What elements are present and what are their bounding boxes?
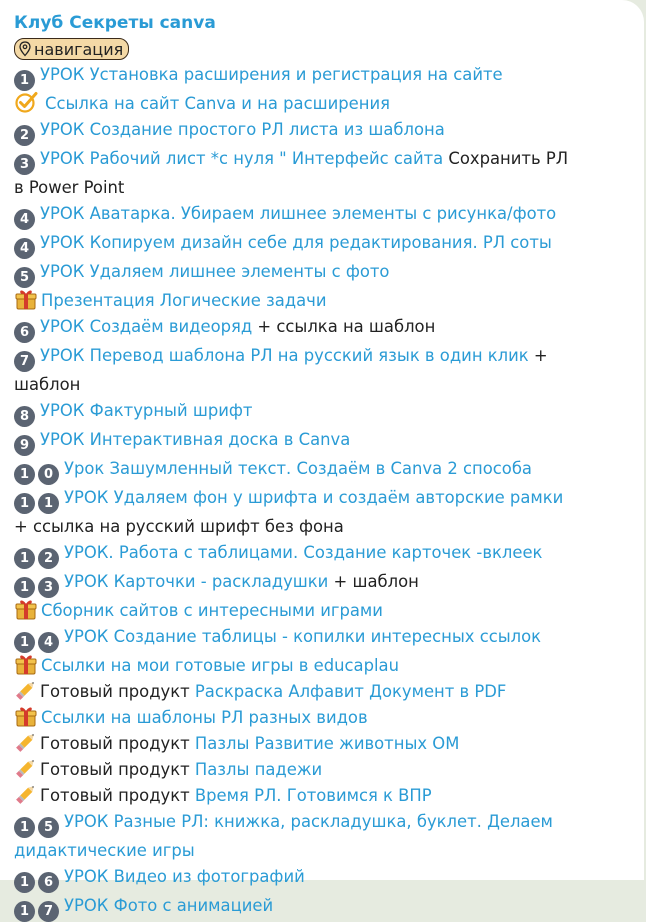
lesson-link[interactable]: Ссылки на шаблоны РЛ разных видов <box>41 708 368 727</box>
lesson-line <box>14 372 630 398</box>
lesson-line <box>14 705 630 731</box>
lesson-link[interactable]: УРОК Карточки - раскладушки <box>64 572 329 591</box>
lesson-line <box>14 175 630 201</box>
lesson-link[interactable]: Урок Зашумленный текст. Создаём в Canva 2 способа <box>64 459 532 478</box>
lesson-line <box>14 62 630 91</box>
lesson-line <box>14 485 630 514</box>
check-mark-icon <box>14 91 38 113</box>
lesson-line <box>14 456 630 485</box>
lesson-line <box>14 783 630 809</box>
gift-icon <box>14 598 38 620</box>
keycap-digit-1-icon: 1 <box>14 70 35 91</box>
lesson-link[interactable]: Время РЛ. Готовимся к ВПР <box>194 786 432 805</box>
lesson-text: Готовый продукт <box>40 760 195 779</box>
lesson-link[interactable]: Презентация Логические задачи <box>41 291 327 310</box>
keycap-digit-1-icon: 1 <box>14 872 35 893</box>
lesson-line <box>14 679 630 705</box>
lesson-link[interactable]: УРОК Создаём видеоряд <box>40 317 253 336</box>
lesson-link[interactable]: УРОК Установка расширения и регистрация на сайте <box>40 65 503 84</box>
lesson-line <box>14 864 630 893</box>
keycap-digit-1-icon: 1 <box>14 464 35 485</box>
keycap-digit-1-icon: 1 <box>14 901 35 922</box>
lesson-link[interactable]: Ссылки на мои готовые игры в educaplau <box>41 656 399 675</box>
lesson-line <box>14 288 630 314</box>
gift-icon <box>14 705 38 727</box>
lesson-link[interactable]: УРОК Рабочий лист *с нуля " Интерфейс сайта <box>40 149 444 168</box>
lesson-text: Сохранить РЛ <box>443 149 569 168</box>
lesson-line <box>14 146 630 175</box>
lesson-line <box>14 259 630 288</box>
lesson-text: Готовый продукт <box>40 682 195 701</box>
lesson-text: + шаблон <box>328 572 419 591</box>
keycap-digit-1-icon: 1 <box>14 493 35 514</box>
lesson-link[interactable]: Сборник сайтов с интересными играми <box>41 601 383 620</box>
keycap-digit-3-icon: 3 <box>38 577 59 598</box>
lesson-line <box>14 809 630 838</box>
lesson-link[interactable]: УРОК Видео из фотографий <box>64 867 305 886</box>
keycap-digit-2-icon: 2 <box>38 548 59 569</box>
lesson-line <box>14 540 630 569</box>
lesson-link[interactable]: УРОК Перевод шаблона РЛ на русский язык в один клик <box>40 346 529 365</box>
channel-title[interactable]: Клуб Секреты canva <box>14 13 216 33</box>
lesson-link[interactable]: УРОК Удаляем фон у шрифта и создаём авторские рамки <box>64 488 564 507</box>
lesson-link[interactable]: УРОК. Работа с таблицами. Создание карточек -вклеек <box>64 543 543 562</box>
keycap-digit-7-icon: 7 <box>14 351 35 372</box>
lesson-line <box>14 230 630 259</box>
lesson-line <box>14 598 630 624</box>
lesson-line <box>14 731 630 757</box>
pencil-icon <box>14 731 38 753</box>
lesson-link[interactable]: УРОК Фото с анимацией <box>64 896 274 915</box>
navigation-badge[interactable] <box>14 38 129 60</box>
keycap-digit-5-icon: 5 <box>38 817 59 838</box>
keycap-digit-2-icon: 2 <box>14 125 35 146</box>
lesson-text: шаблон <box>14 375 81 394</box>
lesson-link[interactable]: УРОК Интерактивная доска в Canva <box>40 430 351 449</box>
keycap-digit-6-icon: 6 <box>38 872 59 893</box>
lesson-line <box>14 398 630 427</box>
keycap-digit-8-icon: 8 <box>14 406 35 427</box>
lesson-link[interactable]: УРОК Создание таблицы - копилки интересных ссылок <box>64 627 542 646</box>
pencil-icon <box>14 757 38 779</box>
lesson-text: в Power Point <box>14 178 125 197</box>
keycap-digit-4-icon: 4 <box>14 238 35 259</box>
lesson-link[interactable]: УРОК Аватарка. Убираем лишнее элементы с рисунка/фото <box>40 204 557 223</box>
lesson-text: + ссылка на русский шрифт без фона <box>14 517 344 536</box>
keycap-digit-3-icon: 3 <box>14 154 35 175</box>
lesson-link[interactable]: Раскраска Алфавит Документ в PDF <box>194 682 507 701</box>
keycap-digit-1-icon: 1 <box>14 548 35 569</box>
lesson-link[interactable]: Ссылка на сайт Canva и на расширения <box>45 94 390 113</box>
keycap-digit-0-icon: 0 <box>38 464 59 485</box>
keycap-digit-4-icon: 4 <box>14 209 35 230</box>
lesson-text: + <box>528 346 548 365</box>
pencil-icon <box>14 679 38 701</box>
lesson-text: Готовый продукт <box>40 786 195 805</box>
gift-icon <box>14 288 38 310</box>
round-pushpin-icon <box>18 41 32 57</box>
keycap-digit-1-icon: 1 <box>14 577 35 598</box>
nav-row <box>14 36 630 62</box>
lesson-line <box>14 893 630 922</box>
lesson-line <box>14 117 630 146</box>
lesson-line <box>14 757 630 783</box>
lesson-text: Готовый продукт <box>40 734 195 753</box>
lesson-list <box>14 62 630 922</box>
keycap-digit-6-icon: 6 <box>14 322 35 343</box>
lesson-link[interactable]: УРОК Копируем дизайн себе для редактирования. РЛ соты <box>40 233 552 252</box>
lesson-line <box>14 624 630 653</box>
lesson-link[interactable]: Пазлы Развитие животных ОМ <box>194 734 460 753</box>
keycap-digit-4-icon: 4 <box>38 632 59 653</box>
lesson-line <box>14 514 630 540</box>
keycap-digit-9-icon: 9 <box>14 435 35 456</box>
navigation-badge-label: навигация <box>34 39 124 59</box>
lesson-text: + ссылка на шаблон <box>252 317 436 336</box>
lesson-link[interactable]: Пазлы падежи <box>194 760 323 779</box>
gift-icon <box>14 653 38 675</box>
keycap-digit-1-icon: 1 <box>14 632 35 653</box>
keycap-digit-1-icon: 1 <box>14 817 35 838</box>
lesson-line <box>14 201 630 230</box>
lesson-line <box>14 427 630 456</box>
keycap-digit-1-icon: 1 <box>38 493 59 514</box>
lesson-line <box>14 91 630 117</box>
lesson-line <box>14 343 630 372</box>
lesson-line <box>14 653 630 679</box>
lesson-line <box>14 569 630 598</box>
lesson-line <box>14 838 630 864</box>
lesson-link[interactable]: УРОК Создание простого РЛ листа из шаблона <box>40 120 445 139</box>
pencil-icon <box>14 783 38 805</box>
keycap-digit-5-icon: 5 <box>14 267 35 288</box>
lesson-line <box>14 314 630 343</box>
keycap-digit-7-icon: 7 <box>38 901 59 922</box>
lesson-link[interactable]: УРОК Фактурный шрифт <box>40 401 253 420</box>
lesson-link[interactable]: дидактические игры <box>14 841 195 860</box>
lesson-link[interactable]: УРОК Разные РЛ: книжка, раскладушка, буклет. Делаем <box>64 812 553 831</box>
lesson-link[interactable]: УРОК Удаляем лишнее элементы с фото <box>40 262 390 281</box>
